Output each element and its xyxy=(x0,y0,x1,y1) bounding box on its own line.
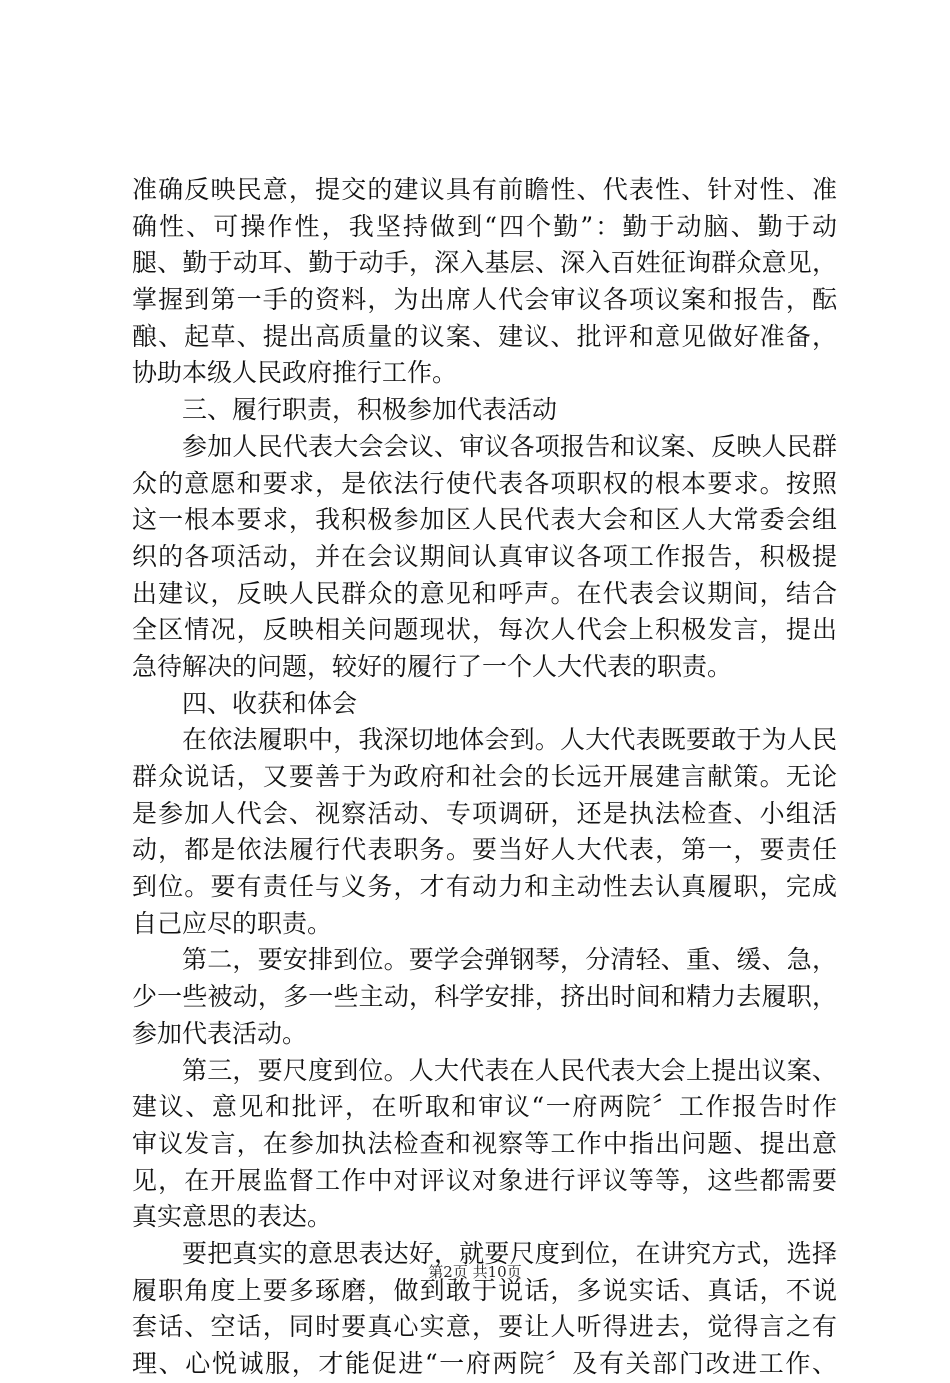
text-line: 动，都是依法履行代表职务。要当好人大代表，第一，要责任 xyxy=(132,835,837,865)
text-line: 掌握到第一手的资料，为出席人代会审议各项议案和报告，酝 xyxy=(132,285,837,315)
text-line: 自己应尽的职责。 xyxy=(132,908,333,938)
section-heading: 四、收获和体会 xyxy=(182,688,358,718)
text-line: 是参加人代会、视察活动、专项调研，还是执法检查、小组活 xyxy=(132,798,837,828)
page-footer: 第2页 共10页 xyxy=(428,1263,522,1281)
text-line: 这一根本要求，我积极参加区人民代表大会和区人大常委会组 xyxy=(132,505,837,535)
section-heading: 三、履行职责，积极参加代表活动 xyxy=(182,395,558,425)
text-line: 履职角度上要多琢磨，做到敢于说话，多说实话、真话，不说 xyxy=(132,1275,837,1305)
text-line: 众的意愿和要求，是依法行使代表各项职权的根本要求。按照 xyxy=(132,468,837,498)
document-body xyxy=(132,172,837,1383)
text-line: 建议、意见和批评，在听取和审议“一府两院〞工作报告时作 xyxy=(132,1092,837,1122)
text-line: 审议发言，在参加执法检查和视察等工作中指出问题、提出意 xyxy=(132,1128,837,1158)
text-line: 到位。要有责任与义务，才有动力和主动性去认真履职，完成 xyxy=(132,872,837,902)
text-line: 出建议，反映人民群众的意见和呼声。在代表会议期间，结合 xyxy=(132,578,837,608)
text-line: 酿、起草、提出高质量的议案、建议、批评和意见做好准备， xyxy=(132,321,837,351)
text-line: 要把真实的意思表达好，就要尺度到位，在讲究方式，选择 xyxy=(182,1238,837,1268)
text-line: 急待解决的问题，较好的履行了一个人大代表的职责。 xyxy=(132,651,733,681)
text-line: 参加代表活动。 xyxy=(132,1018,308,1048)
text-line: 理、心悦诚服，才能促进“一府两院〞及有关部门改进工作、 xyxy=(132,1349,837,1378)
text-line: 真实意思的表达。 xyxy=(132,1202,333,1232)
text-line: 织的各项活动，并在会议期间认真审议各项工作报告，积极提 xyxy=(132,541,837,571)
text-line: 确性、可操作性，我坚持做到“四个勤”：勤于动脑、勤于动 xyxy=(132,211,837,241)
text-line: 腿、勤于动耳、勤于动手，深入基层、深入百姓征询群众意见， xyxy=(132,248,837,278)
text-line: 套话、空话，同时要真心实意，要让人听得进去，觉得言之有 xyxy=(132,1312,837,1342)
text-line: 第二，要安排到位。要学会弹钢琴，分清轻、重、缓、急， xyxy=(182,945,837,975)
text-line: 少一些被动，多一些主动，科学安排，挤出时间和精力去履职， xyxy=(132,982,837,1012)
text-line: 准确反映民意，提交的建议具有前瞻性、代表性、针对性、准 xyxy=(132,175,837,204)
text-line: 见，在开展监督工作中对评议对象进行评议等等，这些都需要 xyxy=(132,1165,837,1195)
text-line: 群众说话，又要善于为政府和社会的长远开展建言献策。无论 xyxy=(132,762,837,791)
text-line: 协助本级人民政府推行工作。 xyxy=(132,358,458,388)
text-line: 参加人民代表大会会议、审议各项报告和议案、反映人民群 xyxy=(182,431,837,461)
text-line: 全区情况，反映相关问题现状，每次人代会上积极发言，提出 xyxy=(132,615,837,645)
text-line: 第三，要尺度到位。人大代表在人民代表大会上提出议案、 xyxy=(182,1055,837,1085)
text-line: 在依法履职中，我深切地体会到。人大代表既要敢于为人民 xyxy=(182,725,837,755)
